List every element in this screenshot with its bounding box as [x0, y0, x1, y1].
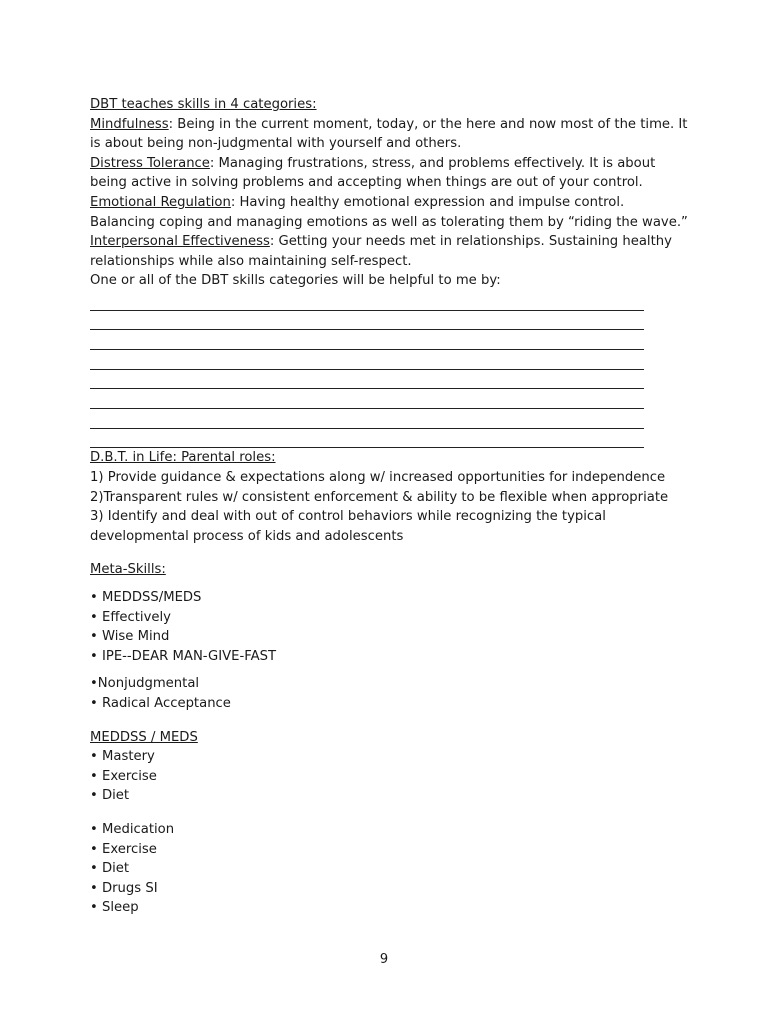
- list-item: [90, 747, 690, 767]
- list-item-text: Exercise: [101, 841, 157, 857]
- list-item-text: Mastery: [101, 749, 155, 765]
- list-item: [90, 859, 690, 879]
- bullet-icon: •: [90, 648, 98, 664]
- list-item-text: Exercise: [101, 768, 157, 784]
- spacer: [90, 580, 690, 588]
- category-description: : Being in the current moment, today, or the here and now most of the time. It is about being non-judgmental with yourself and others.: [90, 116, 688, 152]
- answer-line[interactable]: [90, 330, 644, 350]
- category-distress-tolerance: [90, 154, 690, 193]
- answer-line[interactable]: [90, 350, 644, 370]
- list-item: [90, 879, 690, 899]
- list-item-text: Diet: [101, 788, 130, 804]
- bullet-icon: •: [90, 821, 98, 837]
- list-item: [90, 898, 690, 918]
- list-item: [90, 608, 690, 628]
- category-description: : Having healthy emotional expression and impulse control. Balancing coping and managing emotions as well as tolerating them by “riding the wave.”: [90, 194, 688, 230]
- spacer: [90, 806, 690, 820]
- parental-role: 2)Transparent rules w/ consistent enforcement & ability to be flexible when appropriate: [90, 489, 669, 505]
- list-item-text: Medication: [101, 821, 175, 837]
- category-name: Distress Tolerance: [90, 155, 210, 171]
- list-item-text: Wise Mind: [101, 629, 170, 645]
- category-description: : Getting your needs met in relationships. Sustaining healthy relationships while also maintaining self-respect.: [90, 234, 672, 269]
- list-item-text: MEDDSS/MEDS: [101, 590, 202, 605]
- answer-line[interactable]: [90, 429, 644, 449]
- parental-role: 3) Identify and deal with out of control behaviors while recognizing the typical developmental process of kids and adolescents: [90, 509, 606, 544]
- spacer: [90, 714, 690, 728]
- category-interpersonal-effectiveness: [90, 232, 690, 271]
- bullet-icon: •: [90, 590, 98, 605]
- category-emotional-regulation: [90, 193, 690, 232]
- list-item: [90, 767, 690, 787]
- answer-line[interactable]: [90, 389, 644, 409]
- bullet-icon: •: [90, 749, 98, 765]
- bullet-icon: •: [90, 788, 98, 804]
- list-item-text: Radical Acceptance: [101, 695, 231, 711]
- list-item: [90, 627, 690, 647]
- category-mindfulness: [90, 115, 690, 154]
- reflection-prompt: One or all of the DBT skills categories will be helpful to me by:: [90, 273, 501, 289]
- bullet-icon: •: [90, 768, 98, 784]
- list-item-text: Sleep: [101, 900, 139, 916]
- meta-skills-list: [90, 588, 690, 714]
- list-item: [90, 674, 690, 694]
- intro-heading: DBT teaches skills in 4 categories:: [90, 97, 317, 112]
- life-heading: D.B.T. in Life: Parental roles:: [90, 450, 276, 466]
- page-number: 9: [379, 952, 389, 967]
- category-name: Emotional Regulation: [90, 194, 231, 210]
- list-item-text: Nonjudgmental: [97, 676, 200, 692]
- bullet-icon: •: [90, 880, 98, 896]
- list-item: [90, 647, 690, 667]
- list-item-text: Drugs SI: [101, 880, 158, 896]
- bullet-icon: •: [90, 900, 98, 916]
- list-item-text: Effectively: [101, 609, 171, 625]
- answer-line[interactable]: [90, 409, 644, 429]
- category-description: : Managing frustrations, stress, and problems effectively. It is about being active in solving problems and accepting when things are out of your control.: [90, 155, 656, 191]
- bullet-icon: •: [90, 841, 98, 857]
- bullet-icon: •: [90, 695, 98, 711]
- list-item: [90, 588, 690, 608]
- list-item-text: IPE--DEAR MAN-GIVE-FAST: [101, 648, 277, 664]
- bullet-icon: •: [90, 676, 98, 692]
- list-item-text: Diet: [101, 861, 130, 877]
- answer-line[interactable]: [90, 311, 644, 331]
- answer-line[interactable]: [90, 370, 644, 390]
- category-name: Mindfulness: [90, 116, 169, 132]
- bullet-icon: •: [90, 861, 98, 877]
- meta-skills-heading: Meta-Skills:: [90, 562, 166, 578]
- parental-role: 1) Provide guidance & expectations along w/ increased opportunities for independence: [90, 470, 666, 486]
- spacer: [90, 546, 690, 560]
- list-item: [90, 786, 690, 806]
- list-item: [90, 820, 690, 840]
- bullet-icon: •: [90, 629, 98, 645]
- answer-line[interactable]: [90, 291, 644, 311]
- category-name: Interpersonal Effectiveness: [90, 234, 270, 250]
- meds-list: [90, 747, 690, 918]
- list-item: [90, 840, 690, 860]
- bullet-icon: •: [90, 609, 98, 625]
- meds-heading: MEDDSS / MEDS: [90, 729, 198, 745]
- list-item: [90, 694, 690, 714]
- document-page: [90, 95, 690, 918]
- answer-lines: [90, 291, 690, 449]
- spacer: [90, 666, 690, 674]
